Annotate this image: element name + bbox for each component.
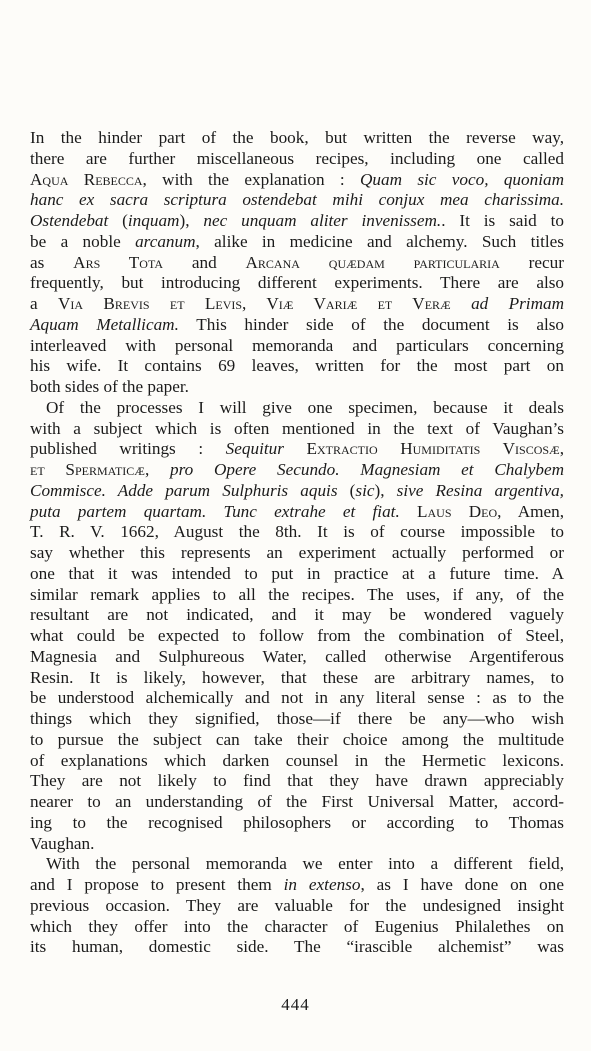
text-line [30, 709, 564, 730]
text-run: ing to the recognised philosophers or according to Thomas [30, 812, 564, 832]
text-run: be a noble [30, 231, 136, 251]
text-run: of explanations which darken counsel in the Hermetic lexicons. [30, 750, 564, 770]
text-run: With the personal memoranda we enter into a different field, [46, 854, 564, 874]
text-run: Magnesia and Sulphureous Water, called otherwise Argentiferous [30, 646, 564, 666]
text-run: say whether this represents an experiment actually performed or [30, 543, 564, 562]
text-run: T. R. V. 1662, August the 8th. It is of course impossible to [30, 522, 564, 542]
text-run: what could be expected to follow from the combination of Steel, [30, 626, 564, 645]
text-run: his wife. It contains 69 leaves, written for the most part on [30, 356, 564, 376]
text-line [30, 854, 564, 875]
text-line [30, 813, 564, 834]
text-line [30, 253, 564, 274]
text-run [284, 439, 307, 458]
text-run: one that it was intended to put in practice at a future time. A [30, 563, 564, 583]
italic-text: inquam [127, 211, 180, 230]
text-run: ( [337, 480, 356, 500]
text-run: and I propose to present them [30, 875, 284, 894]
text-run: recur [499, 252, 564, 272]
text-line [30, 543, 564, 564]
small-caps-text: Ars Tota [73, 252, 163, 272]
text-run: , alike in medicine and alchemy. Such titles [195, 231, 564, 251]
text-run: , Amen, [497, 501, 564, 521]
page-number: 444 [281, 995, 310, 1014]
text-line [30, 439, 564, 460]
small-caps-text: Aqua Rebecca [30, 169, 143, 189]
text-run: which they offer into the character of Eugenius Philalethes on [30, 916, 564, 936]
text-run: In the hinder part of the book, but written the reverse way, [30, 128, 564, 147]
italic-text: Ostendebat [30, 211, 109, 230]
text-line [30, 377, 564, 398]
text-line [30, 190, 564, 211]
text-run: Resin. It is likely, however, that these are arbitrary names, to [30, 667, 564, 687]
text-line [30, 211, 564, 232]
text-run: ( [108, 211, 128, 230]
italic-text: Quam sic voco, quoniam [360, 169, 564, 189]
italic-text: in extenso [283, 875, 361, 894]
text-line [30, 273, 564, 294]
small-caps-text: Arcana quædam particularia [245, 252, 500, 272]
text-line [30, 564, 564, 585]
text-line [30, 336, 564, 357]
text-run: This hinder side of the document is also [178, 314, 565, 334]
text-run: They are not likely to find that they have drawn appreciably [30, 771, 564, 791]
text-line [30, 917, 564, 938]
text-run: interleaved with personal memoranda and particulars concerning [30, 335, 564, 355]
italic-text: puta partem quartam. Tunc extrahe et fiat. [30, 501, 400, 521]
text-line [30, 294, 564, 315]
small-caps-text: Laus Deo [416, 501, 498, 521]
text-run: both sides of the paper. [30, 377, 189, 396]
page-body [30, 128, 564, 958]
text-run: Vaughan. [30, 833, 95, 853]
text-run: published writings : [30, 439, 226, 459]
text-line [30, 149, 564, 170]
paragraph [30, 398, 564, 855]
text-line [30, 875, 564, 896]
text-line [30, 626, 564, 647]
text-line [30, 792, 564, 813]
italic-text: Sequitur [225, 439, 284, 459]
text-line [30, 481, 564, 502]
text-run [149, 460, 170, 479]
text-line [30, 356, 564, 377]
italic-text: sic [355, 480, 375, 500]
italic-text: sive Resina argentiva, [396, 480, 564, 500]
text-line [30, 398, 564, 419]
text-line [30, 688, 564, 709]
text-line [30, 419, 564, 440]
italic-text: ad Primam [471, 294, 564, 313]
italic-text: Commisce. Adde parum Sulphuris aquis [30, 480, 338, 500]
text-run: . It is said to [441, 211, 564, 230]
italic-text: nec unquam aliter invenissem. [203, 211, 442, 230]
italic-text: arcanum [135, 231, 196, 251]
text-run: as [30, 252, 74, 272]
small-caps-text: et Spermaticæ, [30, 460, 150, 479]
text-line [30, 460, 564, 481]
text-line [30, 730, 564, 751]
text-line [30, 605, 564, 626]
text-run: Of the processes I will give one specimen, because it deals [46, 397, 564, 417]
text-run: things which they signified, those—if there be any—who wish [30, 709, 564, 728]
text-line [30, 502, 564, 523]
text-run: a [30, 294, 58, 313]
text-run: be understood alchemically and not in any literal sense : as to the [30, 688, 564, 708]
text-run [400, 502, 417, 521]
text-line [30, 771, 564, 792]
text-run: to pursue the subject can take their choice among the multitude [30, 729, 564, 749]
text-run: , with the explanation : [142, 169, 360, 189]
text-line [30, 668, 564, 689]
text-run: similar remark applies to all the recipes. The uses, if any, of the [30, 584, 564, 604]
text-run: frequently, but introducing different experiments. There are also [30, 273, 564, 293]
text-run [451, 294, 471, 313]
text-line [30, 896, 564, 917]
text-run: and [163, 252, 246, 272]
text-run: nearer to an understanding of the First Universal Matter, accord- [30, 792, 564, 811]
text-run: ), [179, 211, 204, 230]
text-run: with a subject which is often mentioned in the text of Vaughan’s [30, 418, 564, 438]
text-line [30, 522, 564, 543]
paragraph [30, 128, 564, 398]
italic-text: hanc ex sacra scriptura ostendebat mihi conjux mea charissima. [30, 190, 564, 210]
text-line [30, 585, 564, 606]
text-run: there are further miscellaneous recipes, including one called [30, 148, 564, 168]
small-caps-text: Via Brevis et Levis, Viæ Variæ et Veræ [57, 294, 451, 313]
italic-text: pro Opere Secundo. Magnesiam et Chalybem [170, 460, 565, 479]
text-run: ), [374, 480, 397, 500]
text-line [30, 751, 564, 772]
italic-text: Aquam Metallicam. [30, 314, 179, 334]
paragraph [30, 854, 564, 958]
text-run: resultant are not indicated, and it may be wondered vaguely [30, 605, 564, 625]
text-line [30, 647, 564, 668]
text-line [30, 315, 564, 336]
text-line [30, 937, 564, 958]
text-run: , as I have done on one [360, 875, 564, 894]
text-line [30, 232, 564, 253]
text-line [30, 128, 564, 149]
text-run: previous occasion. They are valuable for the undesigned insight [30, 895, 564, 915]
text-line [30, 834, 564, 855]
text-line [30, 170, 564, 191]
small-caps-text: Extractio Humiditatis Viscosæ, [306, 439, 565, 459]
text-run: its human, domestic side. The “irascible alchemist” was [30, 937, 564, 957]
